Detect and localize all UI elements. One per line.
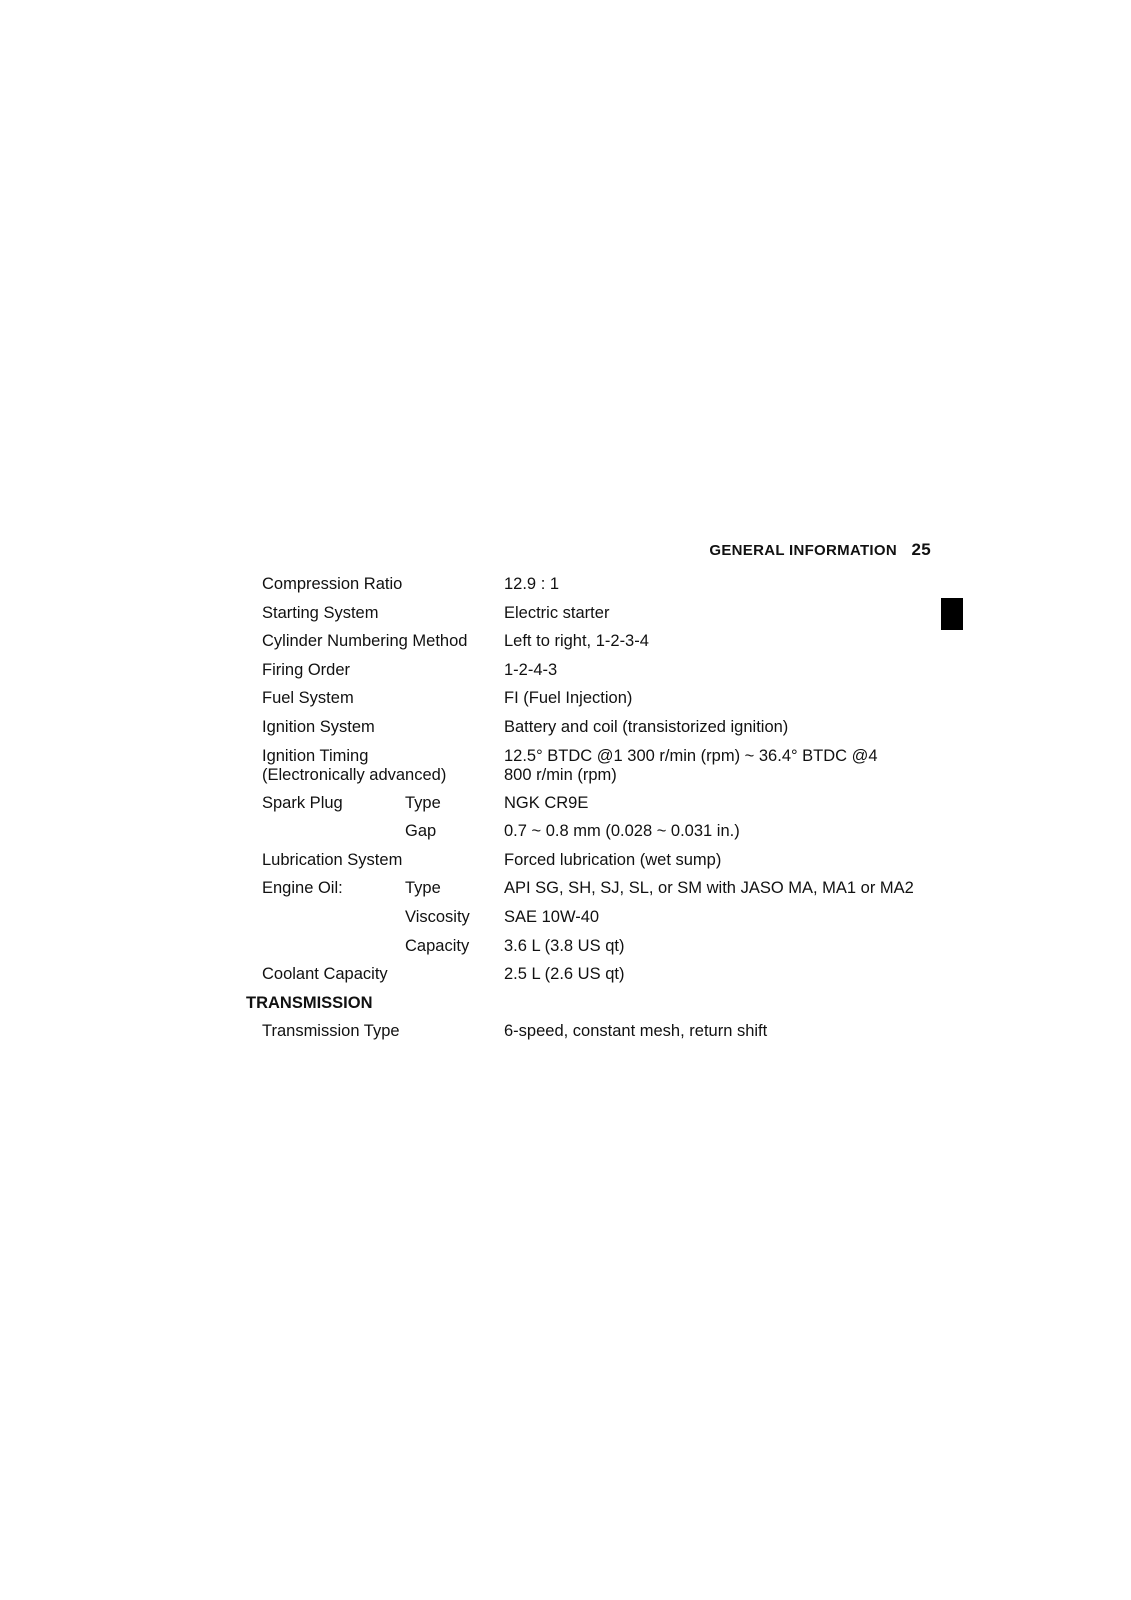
spec-value-line: 12.5° BTDC @1 300 r/min (rpm) ~ 36.4° BTDC @4: [504, 746, 878, 765]
spec-row-starting-system: [0, 604, 1131, 633]
spec-label: Compression Ratio: [262, 575, 403, 593]
section-heading-row: [0, 994, 1131, 1023]
spec-row-spark-plug-gap: [0, 822, 1131, 851]
spec-sub-label: Viscosity: [405, 907, 470, 926]
page-number: 25: [911, 540, 931, 559]
spec-value: Forced lubrication (wet sump): [504, 850, 722, 869]
spec-sub-label: Gap: [405, 822, 437, 841]
spec-label: Firing Order: [262, 660, 351, 679]
spec-value: Left to right, 1-2-3-4: [504, 632, 649, 651]
spec-row-ignition-timing: [0, 747, 1131, 794]
section-heading-transmission: TRANSMISSION: [246, 993, 373, 1012]
spec-label: Engine Oil:: [262, 879, 343, 898]
spec-sub-label: Type: [405, 879, 441, 898]
spec-label: Lubrication System: [262, 850, 403, 869]
spec-row-coolant-capacity: [0, 965, 1131, 994]
spec-value: 2.5 L (2.6 US qt): [504, 965, 625, 984]
spec-row-transmission-type: [0, 1022, 1131, 1051]
spec-value: 1-2-4-3: [504, 660, 558, 679]
spec-value: Electric starter: [504, 603, 610, 622]
spec-row-firing-order: [0, 661, 1131, 690]
section-title: GENERAL INFORMATION: [709, 542, 898, 559]
spec-sub-label: Capacity: [405, 936, 470, 955]
spec-label: Transmission Type: [262, 1022, 400, 1041]
spec-label: Fuel System: [262, 689, 354, 708]
spec-row-engine-oil-viscosity: [0, 908, 1131, 937]
spec-row-compression-ratio: [0, 575, 1131, 604]
spec-row-cylinder-numbering: [0, 632, 1131, 661]
spec-value: 12.9 : 1: [504, 575, 560, 593]
page-header: [709, 540, 931, 560]
spec-value: Battery and coil (transistorized ignition): [504, 717, 789, 736]
spec-row-lubrication-system: [0, 851, 1131, 880]
spec-label: Starting System: [262, 603, 379, 622]
spec-value: 0.7 ~ 0.8 mm (0.028 ~ 0.031 in.): [504, 822, 740, 841]
spec-value: API SG, SH, SJ, SL, or SM with JASO MA, MA1 or MA2: [504, 879, 914, 898]
spec-value: 3.6 L (3.8 US qt): [504, 936, 625, 955]
spec-value: FI (Fuel Injection): [504, 689, 633, 708]
spec-row-ignition-system: [0, 718, 1131, 747]
spec-value: 6-speed, constant mesh, return shift: [504, 1022, 768, 1041]
spec-label: Cylinder Numbering Method: [262, 632, 468, 651]
spec-list: [0, 575, 1131, 1051]
spec-value: SAE 10W-40: [504, 907, 600, 926]
spec-sub-label: Type: [405, 793, 441, 812]
spec-label: Spark Plug: [262, 793, 343, 812]
spec-label: Coolant Capacity: [262, 965, 388, 984]
spec-label-line: (Electronically advanced): [262, 765, 447, 784]
spec-value: [504, 747, 878, 785]
spec-row-engine-oil-capacity: [0, 937, 1131, 966]
spec-value-line: 800 r/min (rpm): [504, 765, 617, 784]
spec-label: [262, 747, 446, 785]
spec-row-fuel-system: [0, 689, 1131, 718]
spec-value: NGK CR9E: [504, 793, 589, 812]
spec-row-spark-plug-type: [0, 794, 1131, 823]
spec-label: Ignition System: [262, 717, 375, 736]
spec-row-engine-oil-type: [0, 879, 1131, 908]
spec-label-line: Ignition Timing: [262, 746, 369, 765]
